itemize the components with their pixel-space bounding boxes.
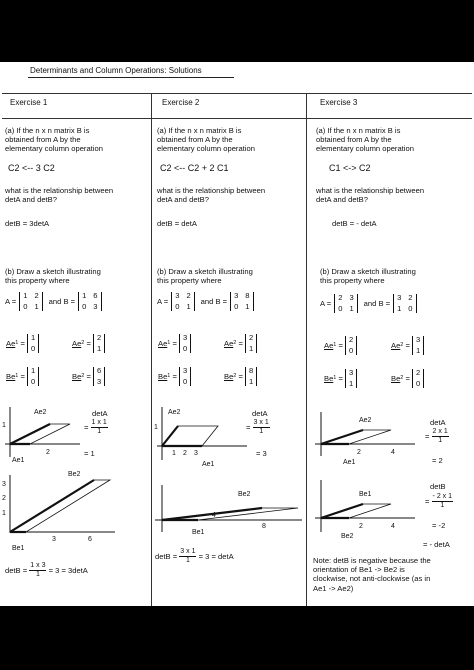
page-title: Determinants and Column Operations: Solutions <box>30 66 202 75</box>
vector-label: Ae1 <box>12 457 25 464</box>
part-b-text <box>157 267 253 285</box>
text-line: what is the relationship between <box>157 186 266 195</box>
matrix-a-label: A = <box>5 296 17 306</box>
text-line: (a) If the n x n matrix B is <box>157 126 242 135</box>
vector-label: Ae2 <box>34 409 47 416</box>
worksheet-page <box>0 62 474 606</box>
parallelogram-sketch-a <box>0 402 150 472</box>
vector-be1: Be 1 = 1 0 <box>6 367 39 386</box>
part-a-text <box>316 126 414 154</box>
det-a-fraction: = $\frac{1 x 1}{1}$ <box>84 419 107 435</box>
matrix-a: 1 2 0 1 <box>19 292 42 311</box>
tick-label: 8 <box>262 523 266 530</box>
vector-label: Ae1 <box>343 459 356 466</box>
tick-label: 3 <box>2 481 6 488</box>
text-line: this property where <box>157 276 222 286</box>
vector-ae1: Ae 1 = 1 0 <box>6 334 39 353</box>
text-line: (b) Draw a sketch illustrating <box>157 267 253 276</box>
column-operation: C1 <-> C2 <box>329 163 371 173</box>
tick-label: 4 <box>391 523 395 530</box>
text-line: Ae1 -> Ae2) <box>313 583 354 593</box>
text-line: what is the relationship between <box>316 186 425 195</box>
vector-label: Be1 <box>192 529 205 536</box>
tick-label: 4 <box>212 512 216 519</box>
vector-be1: Be 1 = 3 0 <box>158 367 191 386</box>
tick-label: 4 <box>391 449 395 456</box>
exercise-header: Exercise 3 <box>320 98 358 107</box>
matrix-a: 3 2 0 1 <box>171 292 194 311</box>
matrix-a-label: A = <box>157 296 169 306</box>
tick-label: 3 <box>194 450 198 457</box>
matrix-definitions <box>5 292 102 311</box>
vector-label: Ae2 <box>359 417 372 424</box>
text-line: (b) Draw a sketch illustrating <box>5 267 101 276</box>
matrix-a-label: A = <box>320 298 332 308</box>
det-a-fraction: = $\frac{2 x 1}{1}$ <box>425 428 448 444</box>
question-text <box>316 186 424 204</box>
det-a-result: = 1 <box>84 449 95 458</box>
det-b-result-final: = - detA <box>423 540 450 549</box>
answer-text: detB = 3detA <box>5 219 50 228</box>
text-line: this property where <box>320 276 385 286</box>
vector-label: Be1 <box>359 491 372 498</box>
det-a-result: = 3 <box>256 449 267 458</box>
vector-ae2: Ae 2 = 2 1 <box>224 334 257 353</box>
column-operation: C2 <-- 3 C2 <box>8 163 55 173</box>
matrix-b: 3 2 1 0 <box>393 294 416 313</box>
question-text <box>157 186 265 204</box>
vector-ae1: Ae 1 = 2 0 <box>324 336 357 355</box>
vector-ae2: Ae 2 = 2 1 <box>72 334 105 353</box>
vector-ae2-arrow <box>321 430 363 444</box>
det-b-equation: detB = $\frac{3 x 1}{1}$ = 3 = detA <box>155 548 234 564</box>
text-line: (b) Draw a sketch illustrating <box>320 267 416 276</box>
det-b-result: = -2 <box>432 521 446 530</box>
matrix-definitions <box>320 294 417 313</box>
det-a-label: detA <box>92 409 108 418</box>
parallelogram-sketch-b <box>152 480 304 550</box>
tick-label: 2 <box>46 449 50 456</box>
tick-label: 2 <box>359 523 363 530</box>
text-line: detA and detB? <box>157 195 209 205</box>
det-a-label: detA <box>252 409 268 418</box>
matrix-b-label: and B = <box>363 298 391 308</box>
vector-ae1: Ae 1 = 3 0 <box>158 334 191 353</box>
exercise-header: Exercise 2 <box>162 98 200 107</box>
text-line: what is the relationship between <box>5 186 114 195</box>
text-line: detA and detB? <box>5 195 57 205</box>
vector-be2: Be 2 = 8 1 <box>224 367 257 386</box>
tick-label: 3 <box>52 536 56 543</box>
det-b-fraction: = $\frac{- 2 x 1}{1}$ <box>425 493 452 509</box>
vector-be2: Be 2 = 2 0 <box>391 369 424 388</box>
tick-label: 2 <box>2 495 6 502</box>
part-a-text <box>5 126 103 154</box>
tick-label: 1 <box>154 424 158 431</box>
text-line: Note: detB is negative because the <box>313 556 431 565</box>
exercise-2-column <box>152 62 304 606</box>
text-line: obtained from A by the <box>316 135 392 145</box>
tick-label: 2 <box>183 450 187 457</box>
text-line: (a) If the n x n matrix B is <box>316 126 401 135</box>
text-line: obtained from A by the <box>157 135 233 145</box>
parallelogram-sketch-a <box>152 402 304 472</box>
vector-ae2-arrow <box>162 426 178 446</box>
vector-label: Be2 <box>238 491 251 498</box>
matrix-b-label: and B = <box>48 296 76 306</box>
vector-label: Ae2 <box>168 409 181 416</box>
det-b-equation: detB = $\frac{1 x 3}{1}$ = 3 = 3detA <box>5 562 88 578</box>
tick-label: 1 <box>2 510 6 517</box>
answer-text: detB = - detA <box>332 219 377 228</box>
vector-ae2: Ae 2 = 3 1 <box>391 336 424 355</box>
tick-label: 1 <box>2 422 6 429</box>
answer-text: detB = detA <box>157 219 197 228</box>
exercise-header: Exercise 1 <box>10 98 48 107</box>
det-a-label: detA <box>430 418 446 427</box>
text-line: obtained from A by the <box>5 135 81 145</box>
part-a-text <box>157 126 255 154</box>
orientation-note <box>313 556 431 593</box>
matrix-definitions <box>157 292 254 311</box>
vector-label: Be1 <box>12 545 25 552</box>
exercise-1-column <box>0 62 152 606</box>
parallelogram-sketch-b <box>0 470 150 560</box>
text-line: elementary column operation <box>316 144 414 154</box>
text-line: this property where <box>5 276 70 286</box>
tick-label: 6 <box>88 536 92 543</box>
part-b-text <box>320 267 416 285</box>
vector-be2: Be 2 = 6 3 <box>72 367 105 386</box>
matrix-a: 2 3 0 1 <box>334 294 357 313</box>
text-line: detA and detB? <box>316 195 368 205</box>
text-line: elementary column operation <box>5 144 103 154</box>
column-operation: C2 <-- C2 + 2 C1 <box>160 163 229 173</box>
vector-label: Be2 <box>341 533 354 540</box>
vector-label: Be2 <box>68 471 81 478</box>
det-a-result: = 2 <box>432 456 443 465</box>
text-line: (a) If the n x n matrix B is <box>5 126 90 135</box>
part-b-text <box>5 267 101 285</box>
text-line: elementary column operation <box>157 144 255 154</box>
tick-label: 1 <box>172 450 176 457</box>
question-text <box>5 186 113 204</box>
vector-ae2-arrow <box>10 424 50 444</box>
exercise-3-column <box>307 62 473 606</box>
tick-label: 2 <box>357 449 361 456</box>
det-a-fraction: = $\frac{3 x 1}{1}$ <box>246 419 269 435</box>
text-line: clockwise, not anti-clockwise (as in <box>313 574 431 584</box>
vector-be1: Be 1 = 3 1 <box>324 369 357 388</box>
vector-be1-arrow <box>321 504 363 518</box>
vector-label: Ae1 <box>202 461 215 468</box>
matrix-b: 3 8 0 1 <box>230 292 253 311</box>
matrix-b-label: and B = <box>200 296 228 306</box>
vector-be2-arrow <box>10 480 94 532</box>
matrix-b: 1 6 0 3 <box>78 292 101 311</box>
text-line: orientation of Be1 -> Be2 is <box>313 565 405 575</box>
det-b-label: detB <box>430 482 446 491</box>
